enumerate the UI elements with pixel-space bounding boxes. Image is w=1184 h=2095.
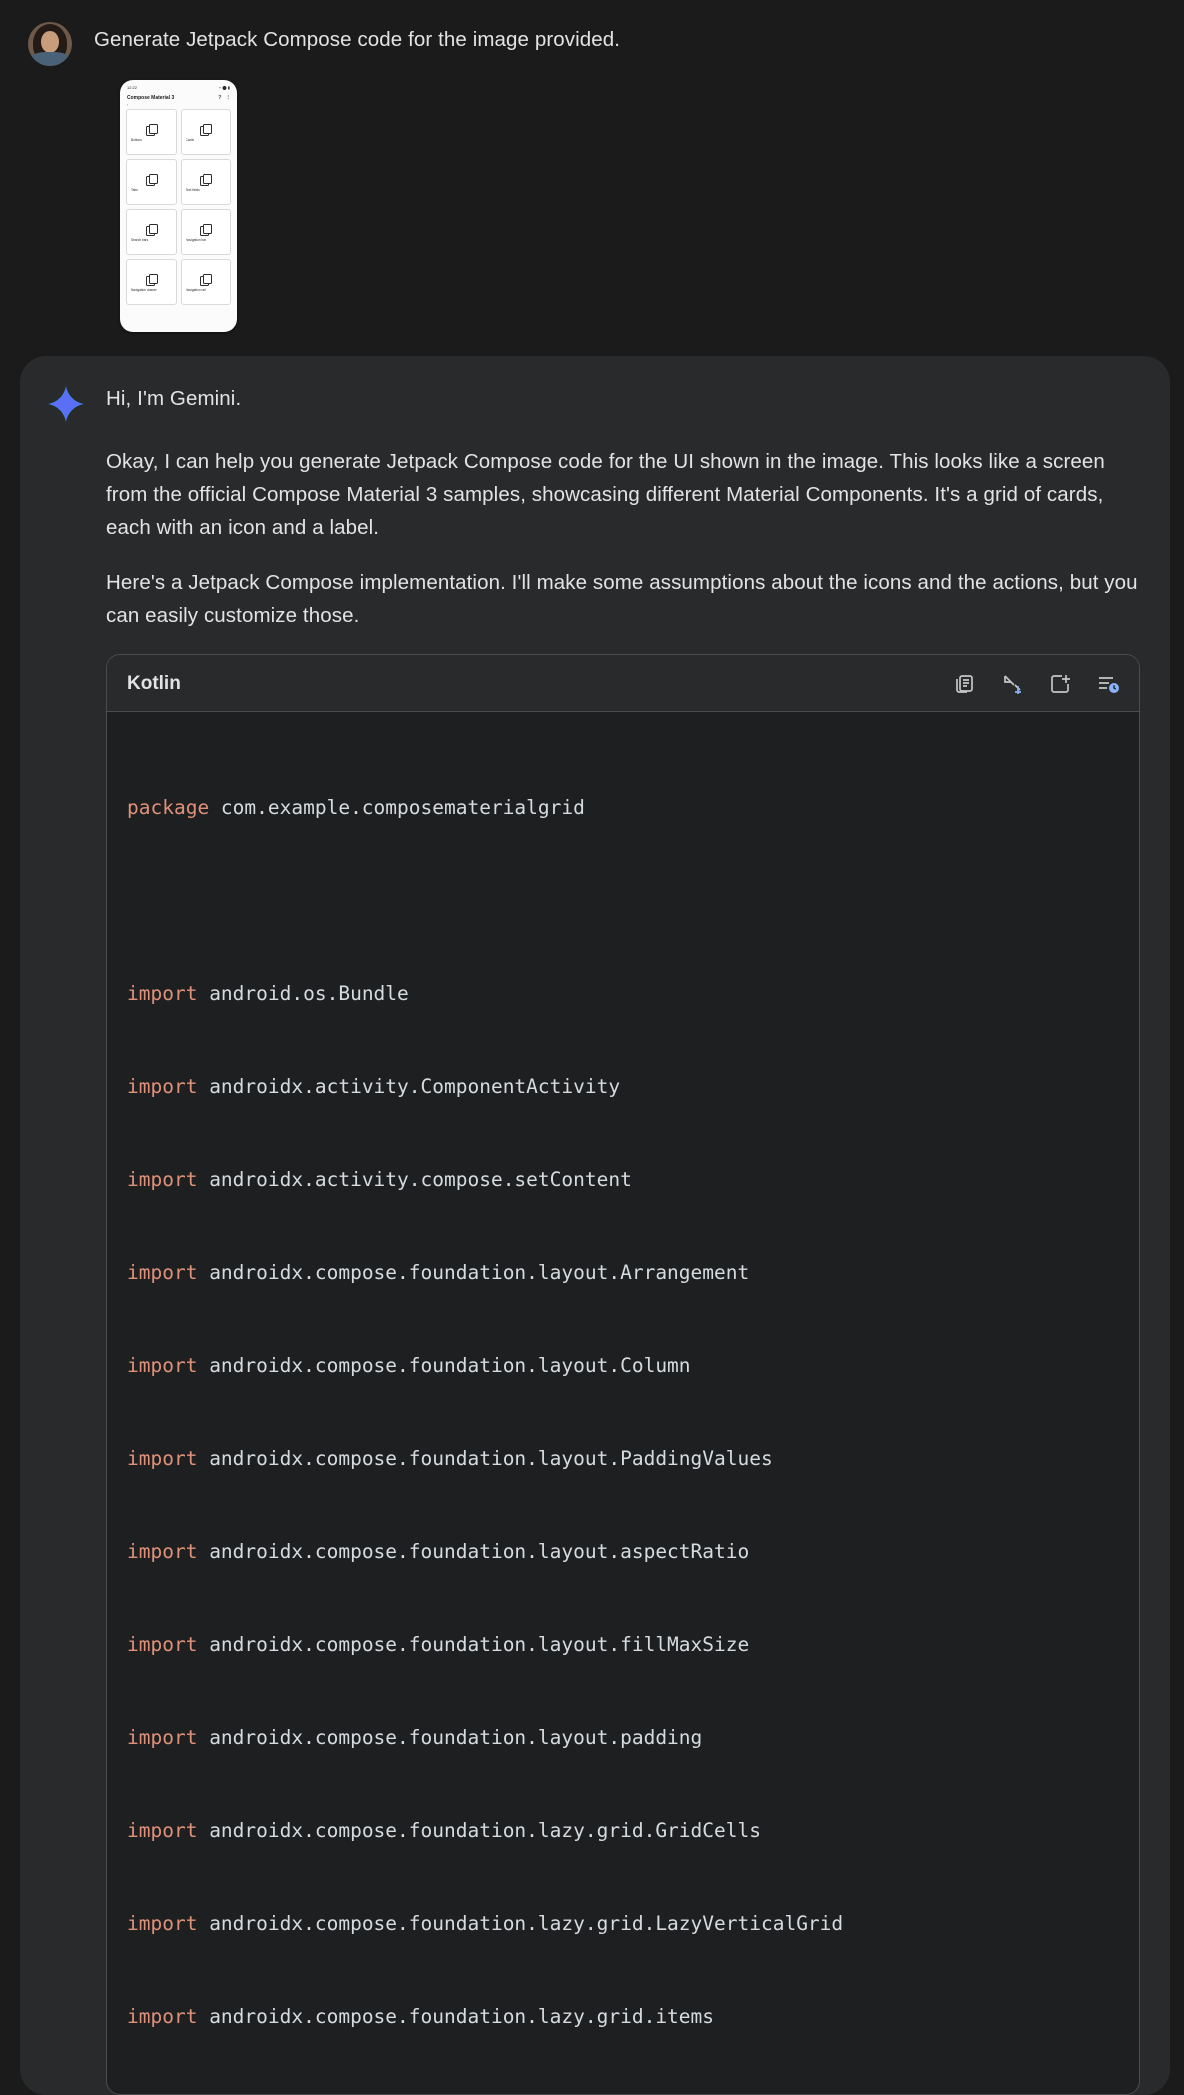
code-keyword: import: [127, 1447, 198, 1470]
code-keyword: import: [127, 982, 198, 1005]
component-icon: [200, 224, 211, 235]
avatar: [28, 22, 72, 66]
card-label: Navigation rail: [185, 288, 206, 292]
code-text: androidx.activity.ComponentActivity: [197, 1075, 621, 1098]
code-keyword: import: [127, 1726, 198, 1749]
card-label: Navigation drawer: [131, 288, 157, 292]
phone-card-grid: [120, 109, 237, 305]
list-item: [126, 259, 177, 305]
code-keyword: import: [127, 1354, 198, 1377]
gemini-sparkle-icon: [46, 384, 86, 424]
avatar-body: [30, 52, 70, 66]
code-keyword: import: [127, 2005, 198, 2028]
code-text: androidx.activity.compose.setContent: [197, 1168, 632, 1191]
component-icon: [200, 274, 211, 285]
code-text: androidx.compose.foundation.lazy.grid.items: [197, 2005, 715, 2028]
code-keyword: import: [127, 1168, 198, 1191]
card-label: Text fields: [185, 188, 200, 192]
code-text: androidx.compose.foundation.layout.padding: [197, 1726, 703, 1749]
code-text: androidx.compose.foundation.layout.Column: [197, 1354, 691, 1377]
list-item: [126, 209, 177, 255]
attached-image-thumbnail[interactable]: [120, 80, 237, 332]
card-label: Search bars: [131, 238, 149, 242]
list-item: [181, 159, 232, 205]
list-item: [181, 209, 232, 255]
status-indicators: ⌁ ⬤ ▮: [218, 85, 230, 90]
insert-code-icon[interactable]: [999, 671, 1025, 697]
assistant-paragraph-2: Here's a Jetpack Compose implementation. I'll make some assumptions about the icons and the actions, but you can easily customize those.: [106, 571, 1138, 627]
code-keyword: import: [127, 1633, 198, 1656]
code-keyword: import: [127, 1912, 198, 1935]
component-icon: [200, 174, 211, 185]
code-content[interactable]: [107, 712, 1139, 2094]
list-item: [126, 159, 177, 205]
code-keyword: import: [127, 1540, 198, 1563]
phone-status-bar: [120, 80, 237, 93]
component-icon: [146, 174, 157, 185]
component-icon: [146, 224, 157, 235]
list-item: [181, 259, 232, 305]
code-block-actions: [951, 671, 1121, 697]
code-text: androidx.compose.foundation.lazy.grid.LazyVerticalGrid: [197, 1912, 844, 1935]
user-message-turn: [0, 0, 1184, 66]
code-text: androidx.compose.foundation.layout.Arrangement: [197, 1261, 750, 1284]
code-block: [106, 654, 1140, 2095]
phone-sub-bar: [120, 102, 237, 109]
code-text: androidx.compose.foundation.lazy.grid.GridCells: [197, 1819, 761, 1842]
code-text: androidx.compose.foundation.layout.fillMaxSize: [197, 1633, 750, 1656]
card-label: Cards: [185, 138, 195, 142]
code-keyword: import: [127, 1261, 198, 1284]
list-item: [126, 109, 177, 155]
code-text: androidx.compose.foundation.layout.aspectRatio: [197, 1540, 750, 1563]
component-icon: [146, 274, 157, 285]
code-text: com.example.composematerialgrid: [209, 796, 585, 819]
assistant-response-turn: [20, 356, 1170, 2095]
help-icon: ?: [218, 95, 222, 101]
overflow-menu-icon: ⋮: [225, 95, 231, 101]
user-prompt-text: Generate Jetpack Compose code for the image provided.: [94, 28, 621, 51]
code-history-icon[interactable]: [1095, 671, 1121, 697]
component-icon: [200, 124, 211, 135]
avatar-face: [41, 31, 59, 53]
open-in-new-icon[interactable]: [1047, 671, 1073, 697]
phone-app-bar: [120, 93, 237, 102]
attachment-container: [0, 66, 1184, 332]
code-keyword: import: [127, 1819, 198, 1842]
assistant-greeting: Hi, I'm Gemini.: [106, 387, 242, 410]
phone-app-title: Compose Material 3: [127, 95, 175, 101]
code-keyword: import: [127, 1075, 198, 1098]
code-language-label: Kotlin: [127, 673, 181, 694]
code-block-header: [107, 655, 1139, 712]
copy-code-icon[interactable]: [951, 671, 977, 697]
code-text: androidx.compose.foundation.layout.PaddingValues: [197, 1447, 773, 1470]
back-icon: ‹: [127, 102, 129, 107]
card-label: Tabs: [131, 188, 138, 192]
code-keyword: package: [127, 796, 210, 819]
component-icon: [146, 124, 157, 135]
status-time: 12:22: [127, 85, 138, 90]
assistant-paragraph-1: Okay, I can help you generate Jetpack Compose code for the UI shown in the image. This looks like a screen from the official Compose Material 3 samples, showcasing different Material Components. It's a grid of cards, each with an icon and a label.: [106, 450, 1105, 539]
card-label: Navigation bar: [185, 238, 207, 242]
card-label: Buttons: [131, 138, 142, 142]
code-text: android.os.Bundle: [197, 982, 409, 1005]
list-item: [181, 109, 232, 155]
